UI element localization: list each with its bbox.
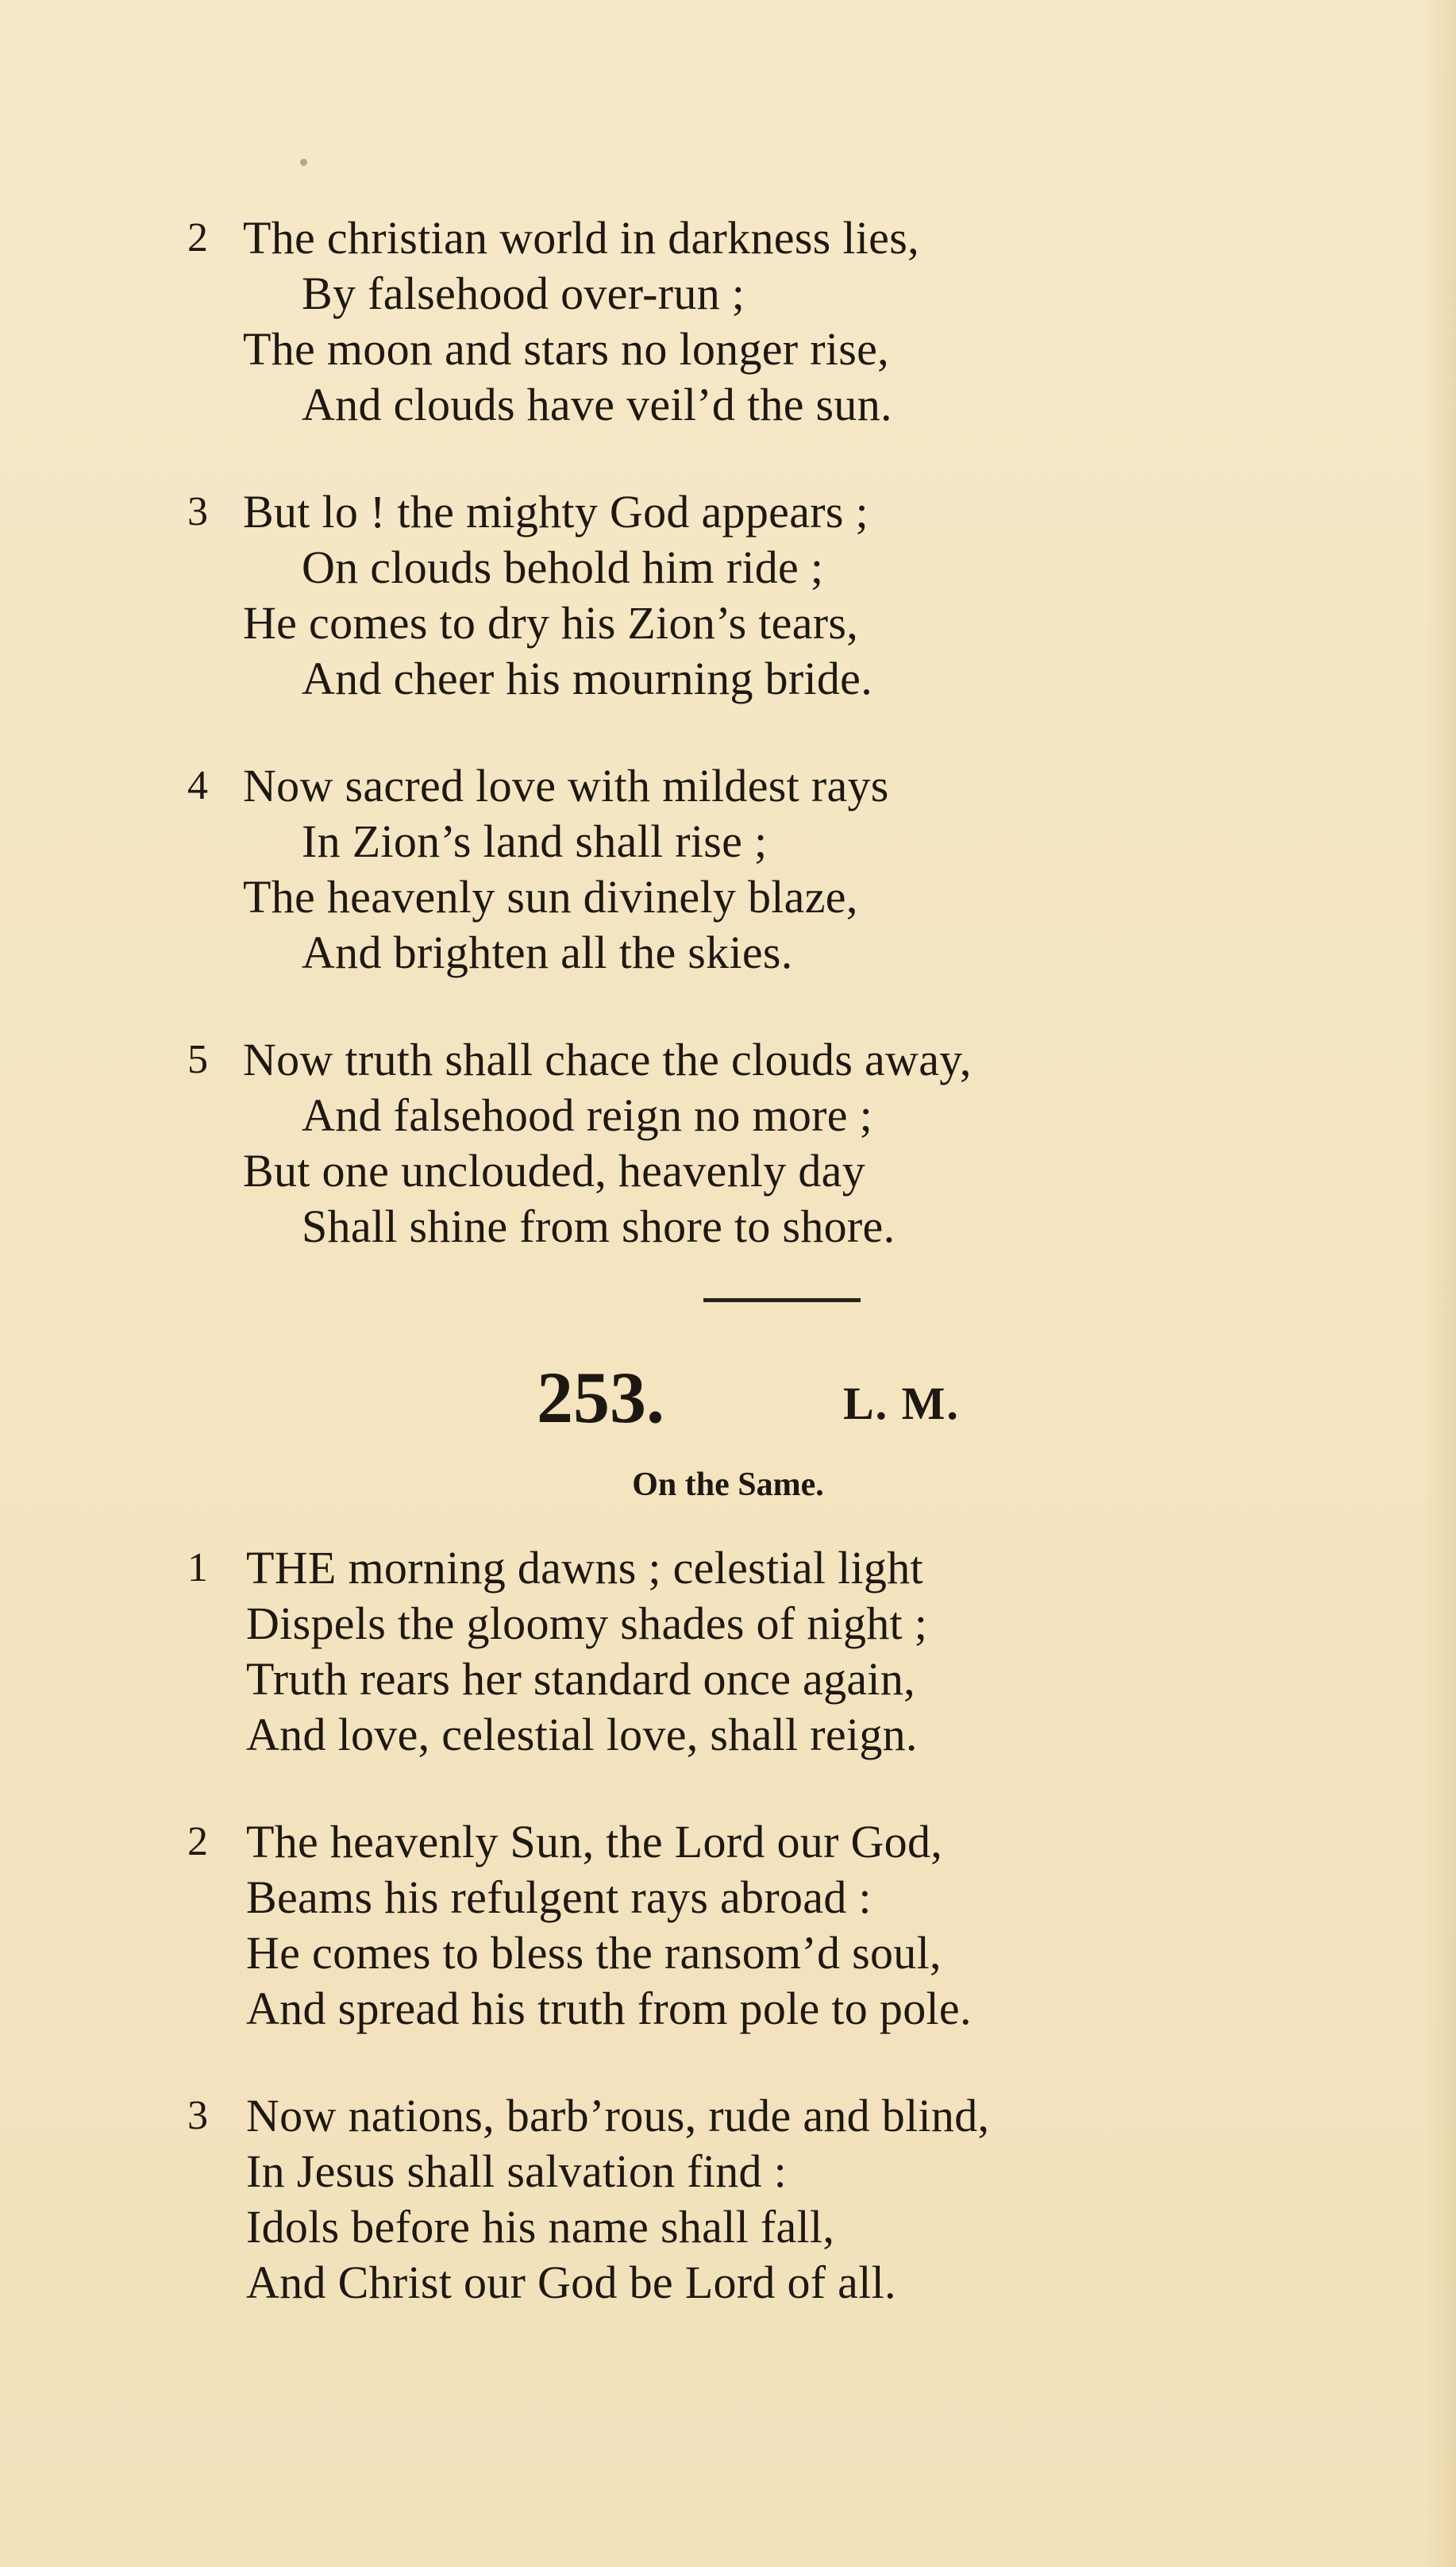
- stanza-number: 4: [187, 763, 208, 808]
- verse-line: And falsehood reign no more ;: [302, 1089, 873, 1141]
- verse-line: In Zion’s land shall rise ;: [302, 815, 768, 867]
- stanza-number: 1: [187, 1545, 208, 1590]
- verse-line: And love, celestial love, shall reign.: [246, 1709, 918, 1760]
- verse-line: The christian world in darkness lies,: [243, 212, 919, 264]
- stanza-number: 3: [187, 2093, 208, 2138]
- hymn-meter: L. M.: [843, 1378, 960, 1429]
- verse-line: Now truth shall chace the clouds away,: [243, 1034, 972, 1085]
- hymn-number: 253.: [537, 1357, 664, 1438]
- verse-line: THE morning dawns ; celestial light: [246, 1542, 923, 1594]
- hymn-heading: [0, 1358, 1456, 1437]
- verse-line: In Jesus shall salvation find :: [246, 2145, 788, 2197]
- verse-line: The heavenly Sun, the Lord our God,: [246, 1816, 943, 1867]
- verse-line: The moon and stars no longer rise,: [243, 323, 889, 375]
- print-speck: [300, 159, 307, 166]
- verse-line: And clouds have veil’d the sun.: [302, 379, 892, 430]
- verse-line: But lo ! the mighty God appears ;: [243, 486, 869, 538]
- verse-line: And spread his truth from pole to pole.: [246, 1983, 972, 2034]
- stanza-number: 2: [187, 1819, 208, 1864]
- verse-line: And Christ our God be Lord of all.: [246, 2257, 896, 2308]
- verse-line: The heavenly sun divinely blaze,: [243, 871, 858, 923]
- stanza-number: 5: [187, 1037, 208, 1082]
- verse-line: He comes to bless the ransom’d soul,: [246, 1927, 942, 1979]
- section-divider-rule: [703, 1298, 861, 1302]
- verse-line: But one unclouded, heavenly day: [243, 1145, 866, 1197]
- verse-line: Shall shine from shore to shore.: [302, 1201, 896, 1252]
- verse-line: Truth rears her standard once again,: [246, 1653, 915, 1705]
- verse-line: On clouds behold him ride ;: [302, 542, 824, 593]
- verse-line: Now sacred love with mildest rays: [243, 760, 889, 811]
- verse-line: Now nations, barb’rous, rude and blind,: [246, 2090, 990, 2141]
- stanza-number: 3: [187, 489, 208, 534]
- hymn-subtitle: On the Same.: [632, 1467, 824, 1503]
- verse-line: Idols before his name shall fall,: [246, 2201, 835, 2253]
- verse-line: He comes to dry his Zion’s tears,: [243, 597, 859, 649]
- verse-line: And brighten all the skies.: [302, 927, 793, 978]
- verse-line: And cheer his mourning bride.: [302, 653, 873, 704]
- verse-line: Beams his refulgent rays abroad :: [246, 1871, 872, 1923]
- page-edge-shadow: [1424, 0, 1456, 2567]
- stanza-number: 2: [187, 215, 208, 260]
- verse-line: By falsehood over-run ;: [302, 268, 745, 319]
- verse-line: Dispels the gloomy shades of night ;: [246, 1598, 928, 1649]
